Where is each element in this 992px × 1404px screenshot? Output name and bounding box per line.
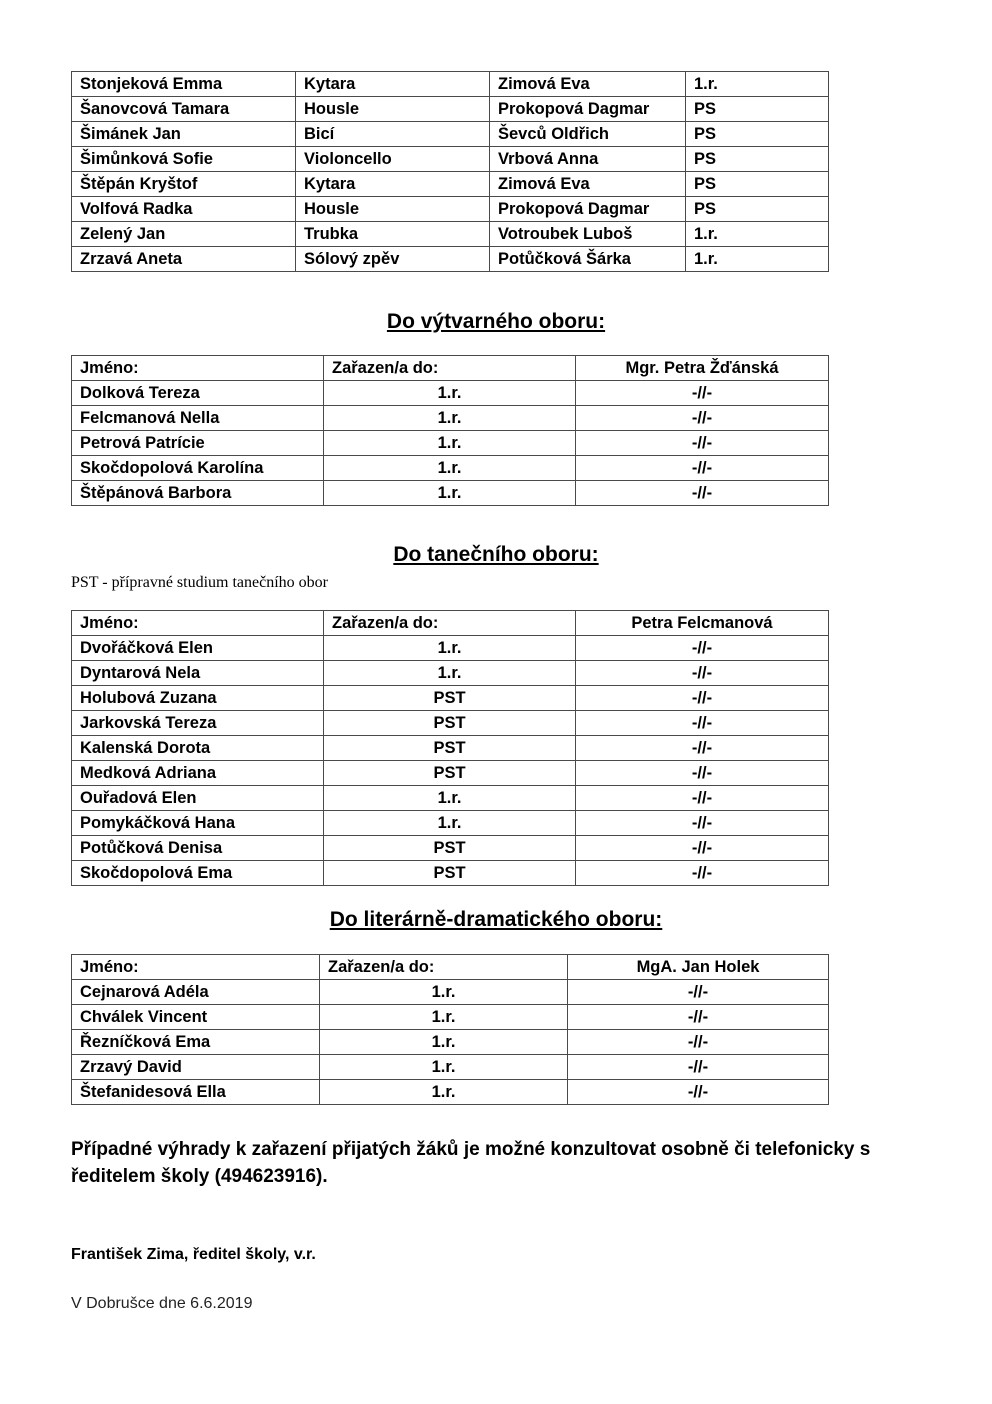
table-row — [72, 481, 829, 506]
table-cell: Housle — [296, 197, 490, 222]
consultation-paragraph: Případné výhrady k zařazení přijatých žáků je možné konzultovat osobně či telefonicky s ředitelem školy (494623916). — [71, 1139, 871, 1187]
table-cell: -//- — [576, 456, 829, 481]
signature: František Zima, ředitel školy, v.r. — [71, 1246, 316, 1263]
table-row — [72, 1005, 829, 1030]
dance-heading: Do tanečního oboru: — [393, 543, 599, 566]
table-cell: Řezníčková Ema — [72, 1030, 320, 1055]
table-cell: PST — [324, 836, 576, 861]
table-row — [72, 711, 829, 736]
table-row — [72, 1030, 829, 1055]
table-cell: 1.r. — [686, 247, 829, 272]
table-row — [72, 661, 829, 686]
table-cell: PST — [324, 711, 576, 736]
table-cell: 1.r. — [324, 786, 576, 811]
table-cell: 1.r. — [320, 1080, 568, 1105]
table-cell: -//- — [576, 406, 829, 431]
table-cell: -//- — [576, 786, 829, 811]
table-row — [72, 431, 829, 456]
table-cell: Jarkovská Tereza — [72, 711, 324, 736]
table-row — [72, 381, 829, 406]
table-cell: Skočdopolová Karolína — [72, 456, 324, 481]
table-row — [72, 636, 829, 661]
table-cell: PST — [324, 686, 576, 711]
table-cell: Potůčková Šárka — [490, 247, 686, 272]
table-cell: 1.r. — [324, 406, 576, 431]
table-cell: Potůčková Denisa — [72, 836, 324, 861]
table-cell: PST — [324, 761, 576, 786]
art-table — [71, 355, 829, 506]
table-cell: -//- — [576, 481, 829, 506]
table-cell: -//- — [576, 736, 829, 761]
table-cell: -//- — [568, 980, 829, 1005]
table-cell: Zelený Jan — [72, 222, 296, 247]
table-header-row — [72, 611, 829, 636]
table-row — [72, 1080, 829, 1105]
table-cell: -//- — [568, 1055, 829, 1080]
table-row — [72, 861, 829, 886]
table-cell: Pomykáčková Hana — [72, 811, 324, 836]
table-cell: Felcmanová Nella — [72, 406, 324, 431]
table-cell: Vrbová Anna — [490, 147, 686, 172]
table-row — [72, 222, 829, 247]
art-heading: Do výtvarného oboru: — [386, 310, 606, 333]
table-cell: Prokopová Dagmar — [490, 197, 686, 222]
table-cell: PS — [686, 172, 829, 197]
table-cell: Stonjeková Emma — [72, 72, 296, 97]
table-cell: PS — [686, 97, 829, 122]
table-cell: 1.r. — [324, 811, 576, 836]
table-row — [72, 147, 829, 172]
table-cell: Violoncello — [296, 147, 490, 172]
table-row — [72, 761, 829, 786]
table-cell: PS — [686, 147, 829, 172]
date-line: V Dobrušce dne 6.6.2019 — [71, 1295, 253, 1312]
table-cell: Dyntarová Nela — [72, 661, 324, 686]
table-cell: Štefanidesová Ella — [72, 1080, 320, 1105]
table-cell: Kalenská Dorota — [72, 736, 324, 761]
table-row — [72, 736, 829, 761]
table-cell: -//- — [576, 381, 829, 406]
table-cell: 1.r. — [324, 381, 576, 406]
header-cell: Jméno: — [72, 611, 324, 636]
table-cell: Kytara — [296, 72, 490, 97]
table-cell: Šimánek Jan — [72, 122, 296, 147]
table-cell: 1.r. — [320, 1005, 568, 1030]
table-cell: -//- — [576, 711, 829, 736]
table-cell: -//- — [576, 661, 829, 686]
table-cell: Štěpánová Barbora — [72, 481, 324, 506]
table-cell: -//- — [576, 431, 829, 456]
table-cell: 1.r. — [324, 456, 576, 481]
table-cell: Zrzavá Aneta — [72, 247, 296, 272]
table-header-row — [72, 955, 829, 980]
table-cell: 1.r. — [324, 481, 576, 506]
table-cell: Šanovcová Tamara — [72, 97, 296, 122]
table-row — [72, 1055, 829, 1080]
table-cell: -//- — [576, 836, 829, 861]
table-cell: Ouřadová Elen — [72, 786, 324, 811]
table-row — [72, 811, 829, 836]
table-row — [72, 197, 829, 222]
table-cell: Chválek Vincent — [72, 1005, 320, 1030]
table-cell: Kytara — [296, 172, 490, 197]
table-cell: Prokopová Dagmar — [490, 97, 686, 122]
drama-heading: Do literárně-dramatického oboru: — [329, 908, 663, 931]
table-cell: -//- — [576, 636, 829, 661]
table-cell: 1.r. — [320, 1030, 568, 1055]
table-cell: -//- — [576, 811, 829, 836]
table-header-row — [72, 356, 829, 381]
table-cell: 1.r. — [686, 72, 829, 97]
header-cell: Jméno: — [72, 955, 320, 980]
table-cell: Dvořáčková Elen — [72, 636, 324, 661]
table-cell: Zimová Eva — [490, 172, 686, 197]
header-cell: Mgr. Petra Žďánská — [576, 356, 829, 381]
table-cell: Štěpán Kryštof — [72, 172, 296, 197]
header-cell: Jméno: — [72, 356, 324, 381]
table-row — [72, 406, 829, 431]
table-cell: Zrzavý David — [72, 1055, 320, 1080]
table-cell: Volfová Radka — [72, 197, 296, 222]
table-row — [72, 786, 829, 811]
table-cell: PST — [324, 861, 576, 886]
table-cell: PS — [686, 197, 829, 222]
table-cell: -//- — [576, 686, 829, 711]
table-cell: 1.r. — [324, 431, 576, 456]
table-cell: Votroubek Luboš — [490, 222, 686, 247]
table-row — [72, 97, 829, 122]
music-table-body — [72, 72, 829, 272]
table-cell: 1.r. — [320, 1055, 568, 1080]
table-cell: Šimůnková Sofie — [72, 147, 296, 172]
table-cell: -//- — [576, 861, 829, 886]
table-row — [72, 456, 829, 481]
table-cell: -//- — [568, 1030, 829, 1055]
table-cell: Cejnarová Adéla — [72, 980, 320, 1005]
table-row — [72, 247, 829, 272]
table-cell: -//- — [576, 761, 829, 786]
table-cell: Petrová Patrície — [72, 431, 324, 456]
table-cell: Bicí — [296, 122, 490, 147]
dance-table-body — [72, 611, 829, 886]
header-cell: Zařazen/a do: — [324, 356, 576, 381]
header-cell: MgA. Jan Holek — [568, 955, 829, 980]
table-cell: Trubka — [296, 222, 490, 247]
table-row — [72, 980, 829, 1005]
table-row — [72, 836, 829, 861]
table-cell: 1.r. — [324, 661, 576, 686]
table-cell: Holubová Zuzana — [72, 686, 324, 711]
dance-note: PST - přípravné studium tanečního obor — [71, 574, 328, 591]
table-row — [72, 172, 829, 197]
table-cell: 1.r. — [320, 980, 568, 1005]
table-cell: Zimová Eva — [490, 72, 686, 97]
table-cell: -//- — [568, 1080, 829, 1105]
header-cell: Petra Felcmanová — [576, 611, 829, 636]
table-cell: -//- — [568, 1005, 829, 1030]
table-cell: Sólový zpěv — [296, 247, 490, 272]
table-row — [72, 686, 829, 711]
table-cell: 1.r. — [324, 636, 576, 661]
table-cell: Medková Adriana — [72, 761, 324, 786]
table-cell: 1.r. — [686, 222, 829, 247]
table-row — [72, 72, 829, 97]
art-table-body — [72, 356, 829, 506]
table-cell: PST — [324, 736, 576, 761]
table-row — [72, 122, 829, 147]
dance-table — [71, 610, 829, 886]
table-cell: Skočdopolová Ema — [72, 861, 324, 886]
table-cell: Housle — [296, 97, 490, 122]
drama-table-body — [72, 955, 829, 1105]
music-table — [71, 71, 829, 272]
header-cell: Zařazen/a do: — [320, 955, 568, 980]
table-cell: Ševců Oldřich — [490, 122, 686, 147]
drama-table — [71, 954, 829, 1105]
table-cell: Dolková Tereza — [72, 381, 324, 406]
table-cell: PS — [686, 122, 829, 147]
header-cell: Zařazen/a do: — [324, 611, 576, 636]
